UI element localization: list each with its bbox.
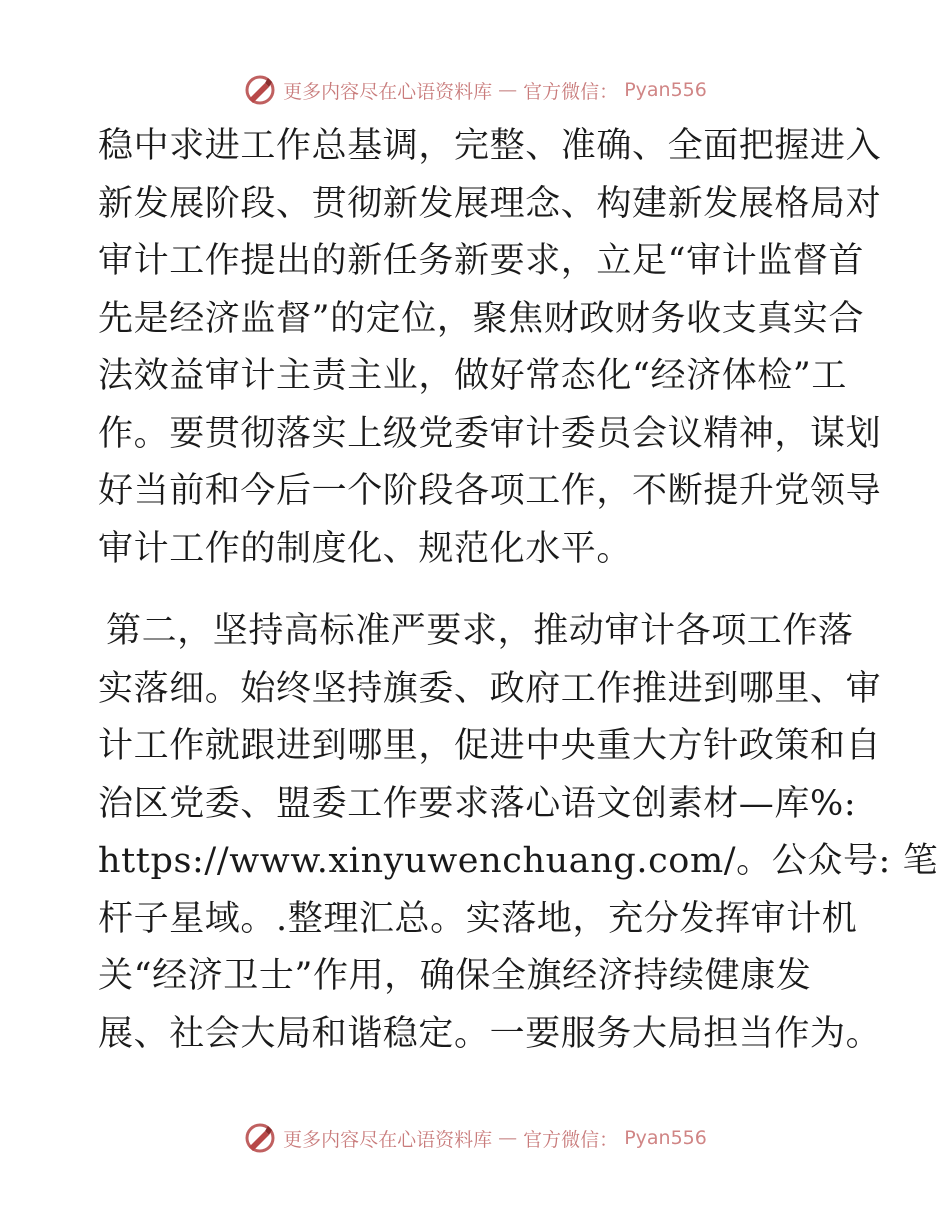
paragraph-line: 计工作就跟进到哪里，促进中央重大方针政策和自 <box>98 726 882 766</box>
paragraph-2 <box>98 603 939 1063</box>
header-brand: 更多内容尽在心语资料库 <box>283 80 493 103</box>
paragraph-line: 审计工作的制度化、规范化水平。 <box>98 528 633 569</box>
header-wechat-label: 官方微信： <box>523 80 619 103</box>
header-separator: — <box>498 79 518 101</box>
footer-brand: 更多内容尽在心语资料库 <box>283 1128 493 1151</box>
paragraph-line: 审计工作提出的新任务新要求，立足“审计监督首 <box>98 241 865 281</box>
paragraph-line: 作。要贯彻落实上级党委审计委员会议精神，谋划 <box>98 413 882 454</box>
paragraph-line: https://www.xinyuwenchuang.com/。公众号: 笔 <box>98 841 939 881</box>
pen-circle-logo-icon <box>243 73 277 107</box>
pen-circle-logo-icon <box>243 1121 277 1155</box>
header-wechat-id: Pyan556 <box>624 79 707 101</box>
footer-wechat-id: Pyan556 <box>624 1127 707 1149</box>
paragraph-line: 新发展阶段、贯彻新发展理念、构建新发展格局对 <box>98 183 882 224</box>
paragraph-line: 展、社会大局和谐稳定。一要服务大局担当作为。 <box>98 1013 882 1054</box>
paragraph-line: 实落细。始终坚持旗委、政府工作推进到哪里、审 <box>98 668 882 709</box>
paragraph-line: 稳中求进工作总基调，完整、准确、全面把握进入 <box>98 126 882 166</box>
header-watermark <box>0 70 950 110</box>
footer-watermark <box>0 1118 950 1158</box>
paragraph-line: 先是经济监督”的定位，聚焦财政财务收支真实合 <box>98 298 865 339</box>
footer-wechat-label: 官方微信： <box>523 1128 619 1151</box>
paragraph-1 <box>98 118 882 578</box>
footer-separator: — <box>498 1127 518 1149</box>
paragraph-line: 治区党委、盟委工作要求落心语文创素材—库%: <box>98 783 857 824</box>
paragraph-line: 杆子星域。.整理汇总。实落地，充分发挥审计机 <box>98 898 858 939</box>
paragraph-line: 好当前和今后一个阶段各项工作，不断提升党领导 <box>98 471 882 511</box>
paragraph-line: 关“经济卫士”作用，确保全旗经济持续健康发 <box>98 956 812 996</box>
paragraph-line: 法效益审计主责主业，做好常态化“经济体检”工 <box>98 356 847 396</box>
paragraph-line: 第二，坚持高标准严要求，推动审计各项工作落 <box>106 611 854 651</box>
